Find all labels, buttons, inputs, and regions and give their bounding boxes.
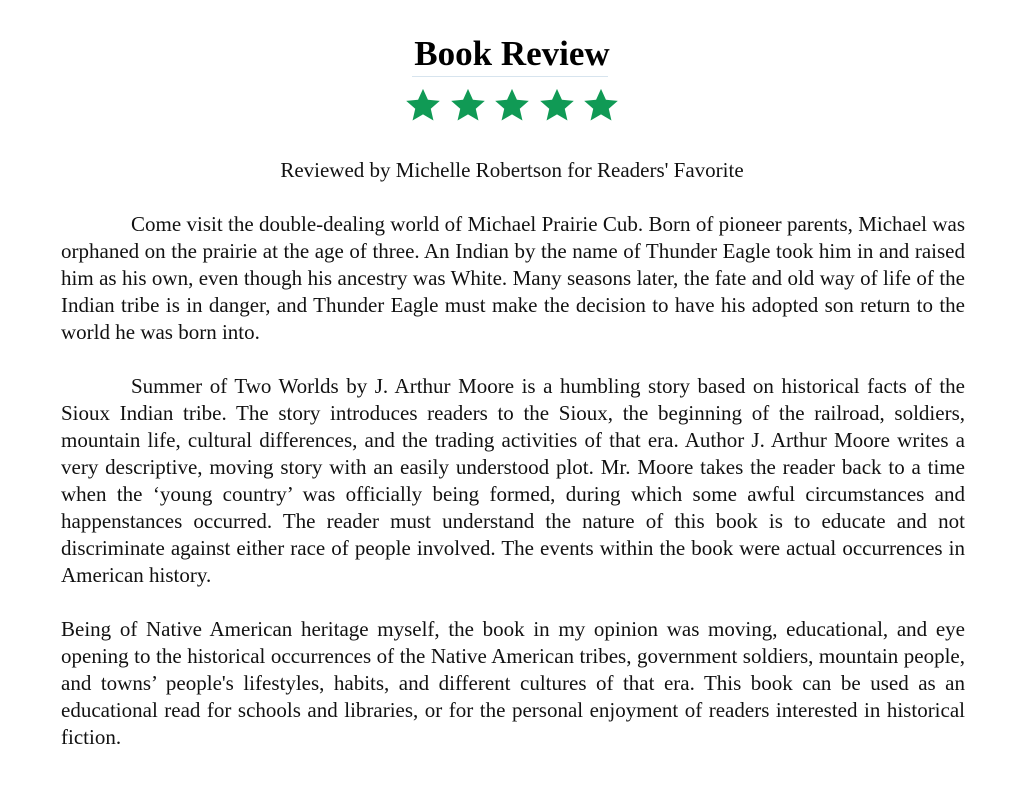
page-title: Book Review [414, 34, 610, 73]
star-icon [493, 86, 531, 124]
title-underline [412, 76, 608, 77]
star-icon [449, 86, 487, 124]
review-body [61, 211, 965, 778]
star-icon [582, 86, 620, 124]
review-paragraph: Come visit the double-dealing world of Michael Prairie Cub. Born of pioneer parents, Michael was orphaned on the prairie at the age of three. An Indian by the name of Thunder Eagle took him in and raised him as his own, even though his ancestry was White. Many seasons later, the fate and old way of life of the Indian tribe is in danger, and Thunder Eagle must make the decision to have his adopted son return to the world he was born into. [61, 212, 965, 344]
star-icon [538, 86, 576, 124]
review-paragraph: Being of Native American heritage myself, the book in my opinion was moving, educational, and eye opening to the historical occurrences of the Native American tribes, government soldiers, mountain people, and towns’ people's lifestyles, habits, and different cultures of that era. This book can be used as an educational read for schools and libraries, or for the personal enjoyment of readers interested in historical fiction. [61, 617, 965, 749]
reviewer-credit: Reviewed by Michelle Robertson for Readers' Favorite [280, 158, 744, 182]
star-icon [404, 86, 442, 124]
review-paragraph: Summer of Two Worlds by J. Arthur Moore is a humbling story based on historical facts of the Sioux Indian tribe. The story introduces readers to the Sioux, the beginning of the railroad, soldiers, mountain life, cultural differences, and the trading activities of that era. Author J. Arthur Moore writes a very descriptive, moving story with an easily understood plot. Mr. Moore takes the reader back to a time when the ‘young country’ was officially being formed, during which some awful circumstances and happenstances occurred. The reader must understand the nature of this book is to educate and not discriminate against either race of people involved. The events within the book were actual occurrences in American history. [61, 374, 965, 587]
star-rating [404, 86, 620, 126]
